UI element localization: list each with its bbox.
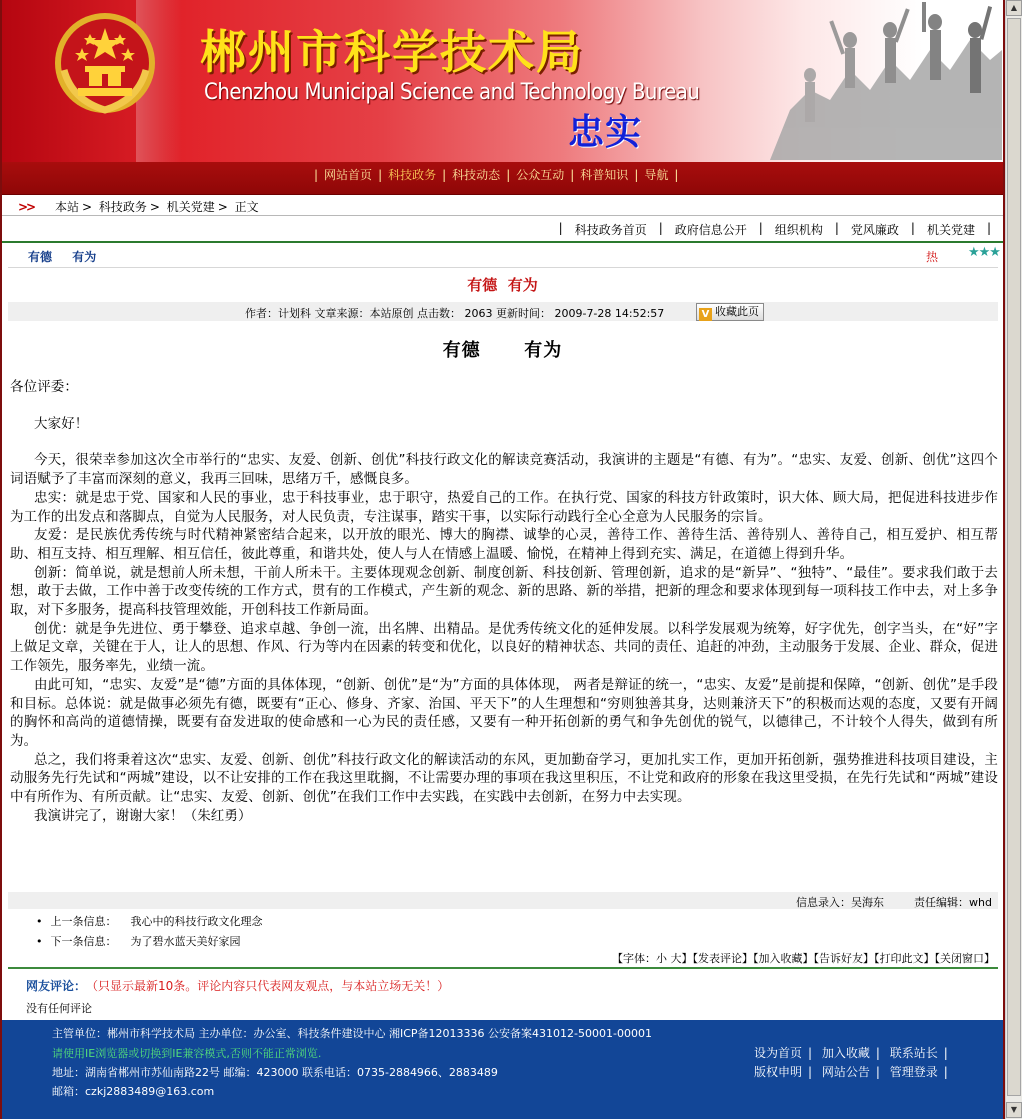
divider (8, 267, 998, 268)
article-paragraph: 创新：简单说，就是想前人所未想，干前人所未干。主要体现观念创新、制度创新、科技创新、管理创新，追求的是“新异”、“独特”、“最佳”。要求我们敢于去想，敢于去做，工作中善于改变传统的工作方式，贯有的工作模式，产生新的观念、新的思路、新的举措，把新的理念和要求体现到每一项科技工作中去，对上多争取，对下多服务，提高科技管理效能，开创科技工作新局面。 (10, 564, 998, 619)
vertical-scrollbar[interactable] (1005, 0, 1022, 1119)
footer-links-row: 设为首页 | 加入收藏 | 联系站长 | (754, 1046, 948, 1060)
breadcrumb-party-building[interactable]: 机关党建 (166, 200, 215, 214)
prev-next-links (36, 912, 263, 952)
nav-item-popular-science[interactable]: 科普知识 (580, 168, 629, 182)
prev-article-item: • 上一条信息： 我心中的科技行政文化理念 (36, 912, 263, 932)
nav-item-sci-news[interactable]: 科技动态 (452, 168, 501, 182)
subnav-item-gov-info[interactable]: 政府信息公开 (674, 223, 747, 237)
divider (2, 241, 1003, 243)
article-title: 有德 有为 (467, 276, 538, 294)
main-nav: | 网站首页 | 科技政务 | 科技动态 | 公众互动 | 科普知识 | 导航 | (2, 162, 1003, 195)
sculpture-image (750, 0, 1002, 160)
footer-link-set-home[interactable]: 设为首页 (754, 1046, 803, 1060)
article-body (10, 378, 998, 825)
article-meta (8, 302, 998, 321)
comments-empty: 没有任何评论 (26, 1002, 92, 1015)
site-footer (2, 1020, 1003, 1119)
scroll-up-icon[interactable]: ▲ (1006, 0, 1022, 16)
comments-notice: （只显示最新10条。评论内容只代表网友观点，与本站立场无关！） (92, 979, 450, 993)
footer-sponsor: 主管单位：郴州市科学技术局 主办单位：办公室、科技条件建设中心 湘ICP备12013336 公安备案431012-50001-00001 (52, 1027, 652, 1040)
nav-item-navigation[interactable]: 导航 (644, 168, 669, 182)
section-label: 有德 (28, 250, 53, 264)
sub-nav: | 科技政务首页 | 政府信息公开 | 组织机构 | 党风廉政 | 机关党建 | (558, 221, 991, 237)
section-label: 有为 (72, 250, 97, 264)
footer-link-announcement[interactable]: 网站公告 (821, 1065, 870, 1079)
nav-item-home[interactable]: 网站首页 (324, 168, 373, 182)
article-greeting: 各位评委： (10, 379, 78, 395)
article-paragraph: 友爱：是民族优秀传统与时代精神紧密结合起来，以开放的眼光、博大的胸襟、诚挚的心灵，善待工作、善待生活、善待别人、善待自己，相互爱护、相互帮助、相互支持、相互理解、相互信任，彼此尊重，和谐共处，使人与人在情感上温暖、愉悦，在精神上得到充实、满足，在道德上得到升华。 (10, 527, 998, 562)
footer-link-admin-login[interactable]: 管理登录 (889, 1065, 938, 1079)
next-article-link[interactable]: 为了碧水蓝天美好家园 (130, 935, 241, 948)
favorite-icon: V (699, 308, 712, 321)
site-title: 郴州市科学技术局 (200, 25, 584, 79)
breadcrumb-current: 正文 (234, 200, 259, 214)
article-meta-text: 作者：计划科 文章来源：本站原创 点击数： 2063 更新时间： 2009-7-28 14:52:57 (245, 307, 665, 320)
prev-article-link[interactable]: 我心中的科技行政文化理念 (130, 915, 263, 928)
rating-stars-icon: ★★★ (968, 245, 1000, 260)
subnav-item-organization[interactable]: 组织机构 (774, 223, 823, 237)
subnav-item-sci-affairs-home[interactable]: 科技政务首页 (574, 223, 647, 237)
breadcrumb-sci-affairs[interactable]: 科技政务 (98, 200, 147, 214)
recorder-text: 信息录入：吴海东 (796, 896, 884, 909)
national-emblem-icon (52, 10, 158, 116)
scroll-down-icon[interactable]: ▼ (1006, 1102, 1022, 1118)
article-tools[interactable]: 【字体：小 大】【发表评论】【加入收藏】【告诉好友】【打印此文】【关闭窗口】 (612, 952, 995, 965)
article-headline: 有德 有为 (442, 340, 563, 361)
footer-address: 地址：湖南省郴州市苏仙南路22号 邮编：423000 联系电话：0735-2884966、2883489 (52, 1066, 498, 1079)
article-paragraph: 创优：就是争先进位、勇于攀登、追求卓越、争创一流，出名牌、出精品。是优秀传统文化的延伸发展。以科学发展观为统筹，好字优先，创字当头，在“好”字上做足文章，关键在于人，让人的思想、作风、行为等内在因素的转变和优化，以良好的精神状态、共同的责任、追赶的冲劲，主动服务于发展、企业、群众，促进工作领先，服务率先，业绩一流。 (10, 620, 998, 675)
slogan-text: 忠实 (568, 112, 643, 153)
scrollbar-thumb[interactable] (1007, 18, 1021, 1096)
next-article-item: • 下一条信息： 为了碧水蓝天美好家园 (36, 932, 263, 952)
hot-badge: 热 (926, 250, 939, 264)
article-paragraph: 由此可知，“忠实、友爱”是“德”方面的具体体现，“创新、创优”是“为”方面的具体体现， 两者是辩证的统一，“忠实、友爱”是前提和保障，“创新、创优”是手段和目标。总体说：就是做事必须先有德，既要有“正心、修身、齐家、治国、平天下”的人生理想和“穷则独善其身，达则兼济天下”的积极而达观的态度，又要有开阔的胸怀和高尚的道德情操，既要有奋发进取的使命感和一心为民的责任感，又要有一种开拓创新的勇气和争先创优的锐气，以德律己，不计较个人得失，做到有所为。 (10, 676, 998, 749)
article-paragraph: 今天，很荣幸参加这次全市举行的“忠实、友爱、创新、创优”科技行政文化的解读竞赛活动，我演讲的主题是“有德、有为”。“忠实、友爱、创新、创优”这四个词语赋予了丰富而深刻的意义，我再三回味，思绪万千，感慨良多。 (10, 452, 998, 488)
double-chevron-right-icon: >> (18, 200, 35, 214)
breadcrumb-site[interactable]: 本站 (54, 200, 79, 214)
article-paragraph: 总之，我们将秉着这次“忠实、友爱、创新、创优”科技行政文化的解读活动的东风，更加勤奋学习，更加扎实工作，更加开拓创新，强势推进科技项目建设，主动服务先行先试和“两城”建设，以不让安排的工作在我这里耽搁，不让需要办理的事项在我这里积压，不让党和政府的形象在我这里受损，在先行先试和“两城”建设中有所作为、有所贡献。让“忠实、友爱、创新、创优”在我们工作中去实践，在实践中去创新，在努力中去实现。 (10, 751, 998, 806)
footer-email: 邮箱：czkj2883489@163.com (52, 1085, 215, 1098)
nav-item-sci-affairs[interactable]: 科技政务 (388, 168, 437, 182)
section-header (28, 248, 112, 265)
comments-header (26, 977, 449, 994)
footer-links-row: 版权申明 | 网站公告 | 管理登录 | (754, 1065, 948, 1079)
divider (2, 215, 1003, 216)
footer-warning: 请使用IE浏览器或切换到IE兼容模式,否则不能正常浏览. (52, 1047, 322, 1060)
subnav-item-party-integrity[interactable]: 党风廉政 (850, 223, 899, 237)
article-hello: 大家好！ (34, 415, 89, 432)
divider (8, 967, 998, 969)
record-info (8, 892, 998, 909)
footer-link-add-favorite[interactable]: 加入收藏 (821, 1046, 870, 1060)
breadcrumb: >> 本站 > 科技政务 > 机关党建 > 正文 (18, 200, 259, 214)
subnav-item-party-building[interactable]: 机关党建 (926, 223, 975, 237)
site-banner (2, 0, 1003, 162)
article-paragraph: 忠实：就是忠于党、国家和人民的事业，忠于科技事业，忠于职守，热爱自己的工作。在执行党、国家的科技方针政策时，识大体、顾大局，把促进科技进步作为工作的出发点和落脚点，自觉为人民服务，对人民负责，专注谋事，踏实干事，以实际行动践行全心全意为人民服务的宗旨。 (10, 489, 998, 525)
editor-text: 责任编辑：whd (914, 896, 992, 909)
add-favorite-button[interactable]: V 收藏此页 (696, 303, 764, 321)
site-title-en: Chenzhou Municipal Science and Technology Bureau (204, 80, 700, 105)
article-paragraph: 我演讲完了，谢谢大家！（朱红勇） (34, 807, 252, 824)
comments-title: 网友评论： (26, 979, 87, 993)
nav-item-public-interaction[interactable]: 公众互动 (516, 168, 565, 182)
footer-link-contact[interactable]: 联系站长 (889, 1046, 938, 1060)
footer-link-copyright[interactable]: 版权申明 (754, 1065, 803, 1079)
